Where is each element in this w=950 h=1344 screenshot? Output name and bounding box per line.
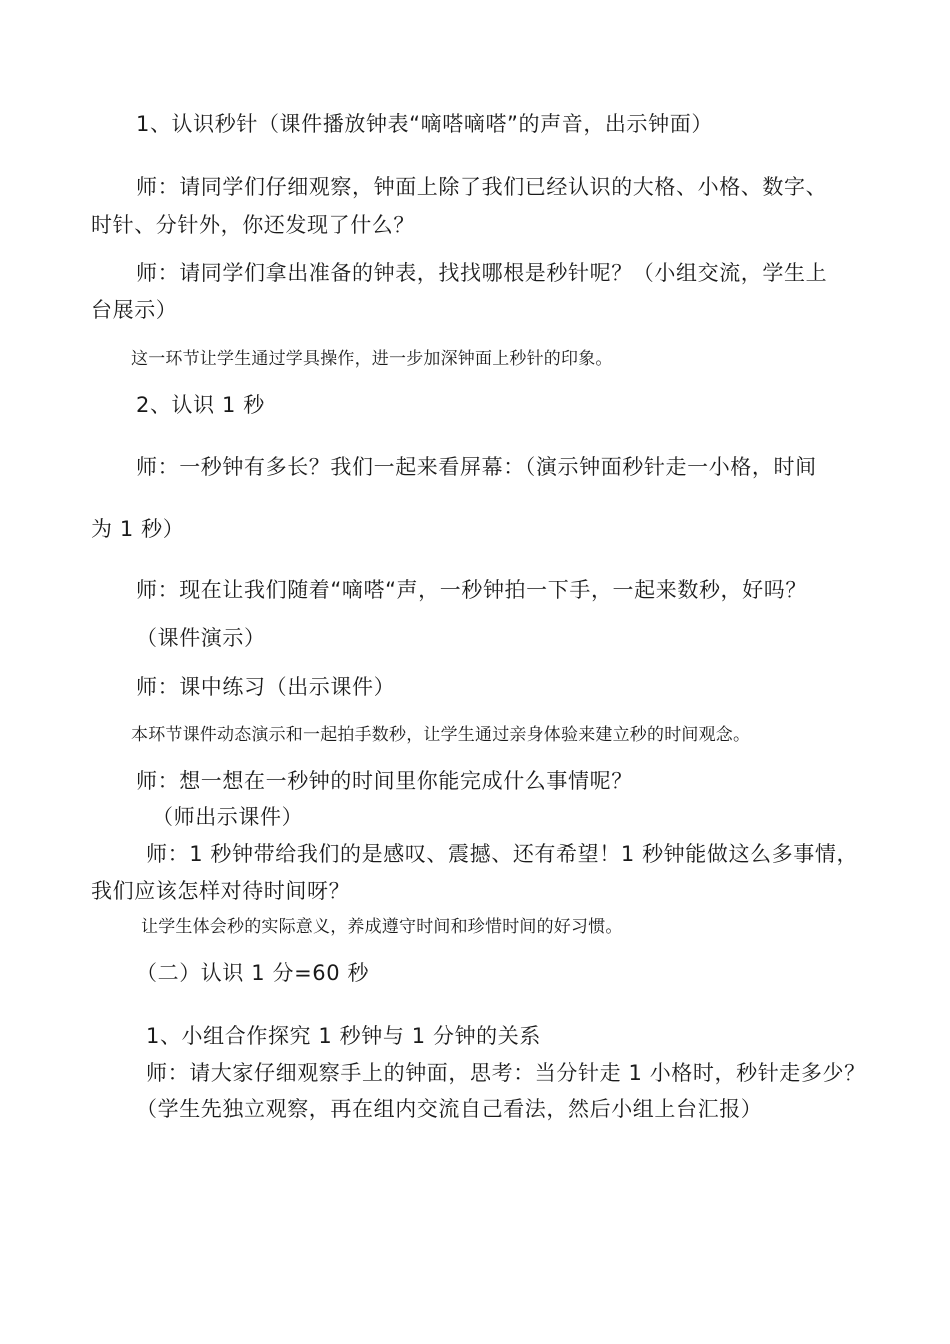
paragraph-line: 我们应该怎样对待时间呀？ [91, 879, 351, 903]
paragraph-line: （课件演示） [136, 626, 266, 650]
paragraph-line: 师：一秒钟有多长？我们一起来看屏幕：（演示钟面秒针走一小格，时间 [136, 455, 817, 479]
design-note: 这一环节让学生通过学具操作，进一步加深钟面上秒针的印象。 [131, 349, 613, 369]
paragraph-line: 师：1 秒钟带给我们的是感叹、震撼、还有希望！1 秒钟能做这么多事情， [146, 842, 859, 866]
paragraph-line: （师出示课件） [152, 805, 304, 829]
paragraph-line: 为 1 秒） [91, 517, 185, 541]
section-heading-one-second: 2、认识 1 秒 [136, 393, 265, 417]
paragraph-line: 师：现在让我们随着“嘀嗒“声，一秒钟拍一下手，一起来数秒，好吗？ [136, 578, 807, 602]
paragraph-line: （学生先独立观察，再在组内交流自己看法，然后小组上台汇报） [136, 1097, 763, 1121]
paragraph-line: 师：请同学们仔细观察，钟面上除了我们已经认识的大格、小格、数字、 [136, 175, 828, 199]
paragraph-line: 时针、分针外，你还发现了什么？ [91, 213, 415, 237]
design-note: 本环节课件动态演示和一起拍手数秒，让学生通过亲身体验来建立秒的时间观念。 [131, 725, 751, 745]
subsection-heading: 1、小组合作探究 1 秒钟与 1 分钟的关系 [146, 1024, 541, 1048]
design-note: 让学生体会秒的实际意义，养成遵守时间和珍惜时间的好习惯。 [141, 917, 623, 937]
paragraph-line: 师：请大家仔细观察手上的钟面，思考：当分针走 1 小格时，秒针走多少？ [146, 1061, 866, 1085]
paragraph-line: 师：请同学们拿出准备的钟表，找找哪根是秒针呢？（小组交流，学生上 [136, 261, 828, 285]
paragraph-line: 台展示） [91, 298, 178, 322]
paragraph-line: 师：想一想在一秒钟的时间里你能完成什么事情呢？ [136, 769, 633, 793]
section-heading-second-hand: 1、认识秒针（课件播放钟表“嘀嗒嘀嗒”的声音，出示钟面） [136, 112, 713, 136]
paragraph-line: 师：课中练习（出示课件） [136, 675, 396, 699]
section-heading-one-minute: （二）认识 1 分=60 秒 [136, 961, 370, 985]
